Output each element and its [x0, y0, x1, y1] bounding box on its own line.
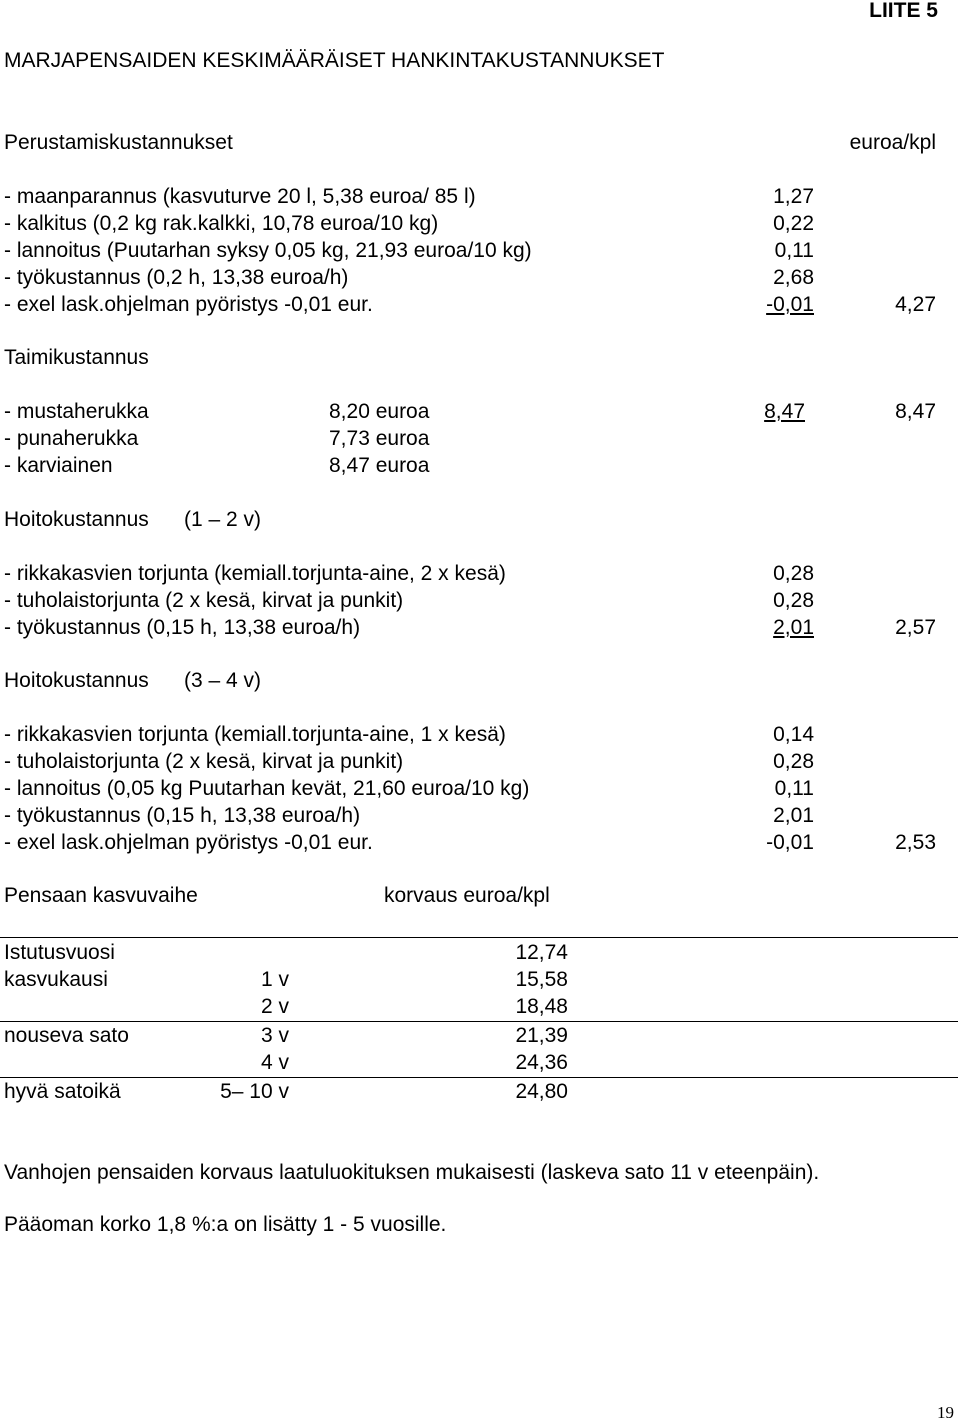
cost-row-value: 0,14 [773, 723, 814, 746]
stage-value: 15,58 [515, 968, 568, 991]
cost-row-value: 0,28 [773, 750, 814, 773]
stage-label: hyvä satoikä [4, 1080, 121, 1103]
stage-value: 24,36 [515, 1051, 568, 1074]
stage-age: 4 v [260, 1051, 289, 1074]
plant-label: - mustaherukka [4, 400, 149, 423]
cost-row-label: - työkustannus (0,15 h, 13,38 euroa/h) [4, 616, 361, 639]
cost-row-label: - työkustannus (0,15 h, 13,38 euroa/h) [4, 804, 361, 827]
cost-row-label: - tuholaistorjunta (2 x kesä, kirvat ja punkit) [4, 589, 404, 612]
cost-row-value: 0,11 [774, 777, 814, 800]
cost-row-value: -0,01 [766, 293, 814, 316]
unit-label: euroa/kpl [849, 131, 936, 154]
page-title: MARJAPENSAIDEN KESKIMÄÄRÄISET HANKINTAKUSTANNUKSET [4, 49, 665, 72]
cost-row-value: 2,01 [773, 804, 814, 827]
stage-age: 1 v [260, 968, 289, 991]
cost-row-value: -0,01 [766, 831, 814, 854]
cost-row-label: - rikkakasvien torjunta (kemiall.torjunta-aine, 1 x kesä) [4, 723, 506, 746]
table-divider [0, 1077, 958, 1078]
plant-price: 8,47 euroa [329, 454, 430, 477]
stage-age: 5– 10 v [220, 1080, 289, 1103]
cost-row-label: - kalkitus (0,2 kg rak.kalkki, 10,78 euroa/10 kg) [4, 212, 439, 235]
section-heading-perustamis: Perustamiskustannukset [4, 131, 233, 154]
stage-value: 18,48 [515, 995, 568, 1018]
cost-row-value: 0,22 [773, 212, 814, 235]
cost-row-value: 0,28 [773, 589, 814, 612]
stage-label: nouseva sato [4, 1024, 129, 1047]
cost-row-label: - rikkakasvien torjunta (kemiall.torjunta-aine, 2 x kesä) [4, 562, 506, 585]
note-interest: Pääoman korko 1,8 %:a on lisätty 1 - 5 vuosille. [4, 1213, 447, 1236]
table-divider [0, 937, 958, 938]
section-years: (1 – 2 v) [184, 508, 262, 531]
cost-row-label: - exel lask.ohjelman pyöristys -0,01 eur. [4, 293, 373, 316]
section-heading-taimi: Taimikustannus [4, 346, 149, 369]
cost-row-value: 2,01 [773, 616, 814, 639]
plant-value: 8,47 [764, 400, 805, 423]
cost-row-value: 2,68 [773, 266, 814, 289]
section-total: 2,57 [895, 616, 936, 639]
section-total: 2,53 [895, 831, 936, 854]
cost-row-label: - tuholaistorjunta (2 x kesä, kirvat ja punkit) [4, 750, 404, 773]
section-total: 8,47 [895, 400, 936, 423]
table-divider [0, 1021, 958, 1022]
plant-price: 7,73 euroa [329, 427, 430, 450]
cost-row-label: - maanparannus (kasvuturve 20 l, 5,38 euroa/ 85 l) [4, 185, 476, 208]
section-heading-kasvuvaihe: Pensaan kasvuvaihe [4, 884, 198, 907]
section-heading-hoito34: Hoitokustannus [4, 669, 149, 692]
cost-row-label: - työkustannus (0,2 h, 13,38 euroa/h) [4, 266, 349, 289]
appendix-label: LIITE 5 [869, 0, 938, 22]
cost-row-value: 1,27 [773, 185, 814, 208]
stage-value: 24,80 [515, 1080, 568, 1103]
plant-label: - punaherukka [4, 427, 139, 450]
cost-row-label: - lannoitus (0,05 kg Puutarhan kevät, 21,60 euroa/10 kg) [4, 777, 530, 800]
cost-row-value: 0,11 [774, 239, 814, 262]
note-old-bushes: Vanhojen pensaiden korvaus laatuluokituksen mukaisesti (laskeva sato 11 v eteenpäin). [4, 1161, 820, 1184]
page-number: 19 [937, 1403, 954, 1422]
stage-age: 3 v [260, 1024, 289, 1047]
cost-row-value: 0,28 [773, 562, 814, 585]
plant-price: 8,20 euroa [329, 400, 430, 423]
stage-value: 21,39 [515, 1024, 568, 1047]
plant-label: - karviainen [4, 454, 113, 477]
cost-row-label: - exel lask.ohjelman pyöristys -0,01 eur. [4, 831, 373, 854]
compensation-header: korvaus euroa/kpl [384, 884, 550, 907]
section-years: (3 – 4 v) [184, 669, 262, 692]
stage-age: 2 v [260, 995, 289, 1018]
stage-value: 12,74 [515, 941, 568, 964]
stage-label: Istutusvuosi [4, 941, 115, 964]
section-total: 4,27 [895, 293, 936, 316]
cost-row-label: - lannoitus (Puutarhan syksy 0,05 kg, 21,93 euroa/10 kg) [4, 239, 532, 262]
section-heading-hoito12: Hoitokustannus [4, 508, 149, 531]
stage-label: kasvukausi [4, 968, 108, 991]
